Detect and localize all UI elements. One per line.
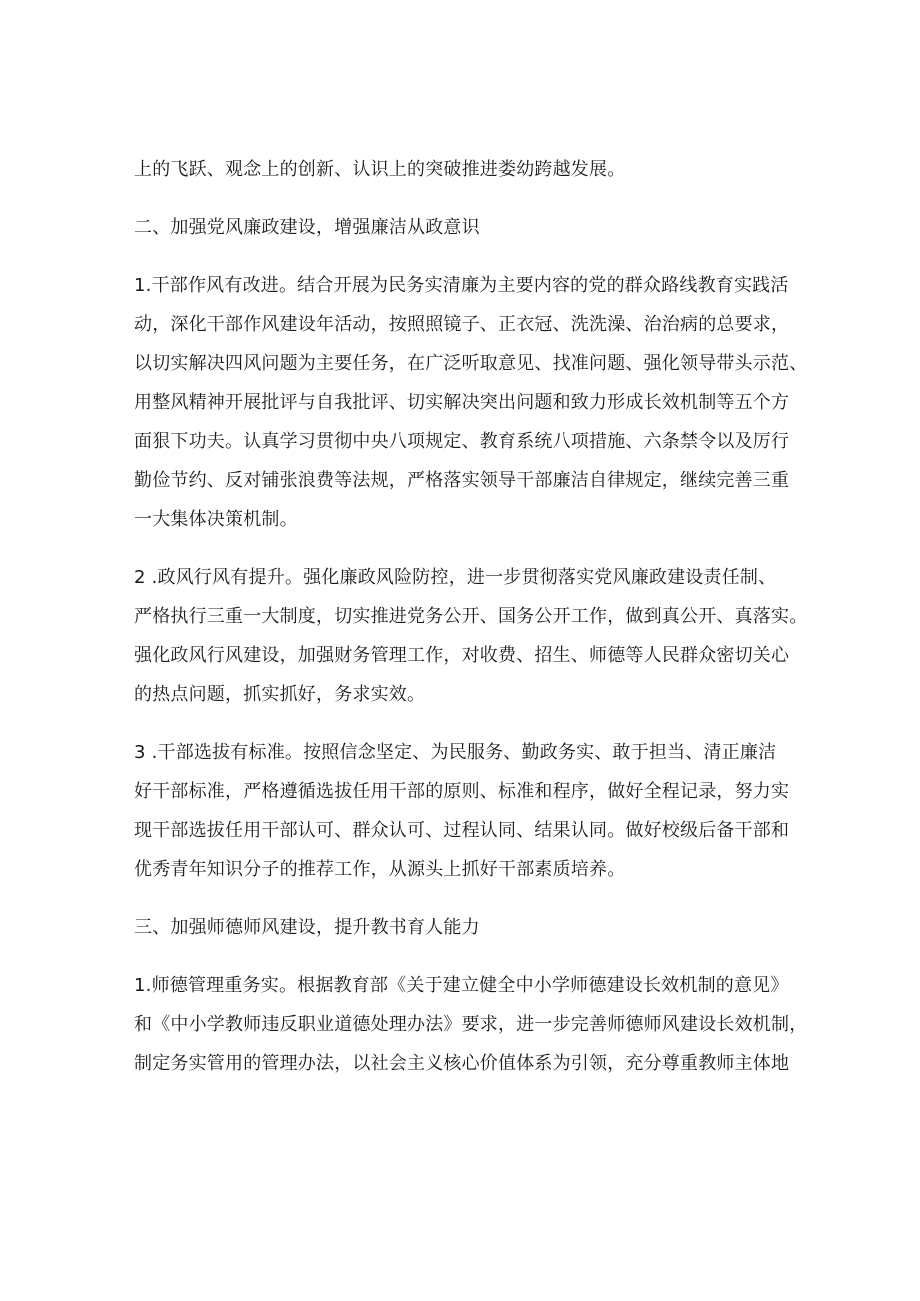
paragraph-line: 1.师德管理重务实。根据教育部《关于建立健全中小学师德建设长效机制的意见》 xyxy=(134,975,789,996)
paragraph-line: 现干部选拔任用干部认可、群众认可、过程认同、结果认同。做好校级后备干部和 xyxy=(134,820,790,841)
paragraph-line: 以切实解决四风问题为主要任务，在广泛听取意见、找准问题、强化领导带头示范、 xyxy=(134,353,808,374)
paragraph-line: 用整风精神开展批评与自我批评、切实解决突出问题和致力形成长效机制等五个方 xyxy=(134,392,790,413)
paragraph-line: 和《中小学教师违反职业道德处理办法》要求，进一步完善师德师风建设长效机制， xyxy=(134,1014,808,1035)
paragraph-line: 强化政风行风建设，加强财务管理工作，对收费、招生、师德等人民群众密切关心 xyxy=(134,645,790,666)
paragraph-line: 动，深化干部作风建设年活动，按照照镜子、正衣冠、洗洗澡、治治病的总要求， xyxy=(134,314,790,335)
paragraph-line: 制定务实管用的管理办法，以社会主义核心价值体系为引领，充分尊重教师主体地 xyxy=(134,1053,790,1074)
section-heading-2: 二、加强党风廉政建设，增强廉洁从政意识 xyxy=(134,217,480,238)
paragraph-line: 一大集体决策机制。 xyxy=(134,509,298,530)
paragraph-line: 1.干部作风有改进。结合开展为民务实清廉为主要内容的党的群众路线教育实践活 xyxy=(134,275,789,296)
paragraph-line: 3 .干部选拔有标准。按照信念坚定、为民服务、勤政务实、敢于担当、清正廉洁 xyxy=(134,742,777,763)
paragraph-line: 好干部标准，严格遵循选拔任用干部的原则、标准和程序，做好全程记录，努力实 xyxy=(134,781,790,802)
paragraph-line: 的热点问题，抓实抓好，务求实效。 xyxy=(134,684,426,705)
paragraph-line: 2 .政风行风有提升。强化廉政风险防控，进一步贯彻落实党风廉政建设责任制、 xyxy=(134,567,777,588)
paragraph-line: 严格执行三重一大制度，切实推进党务公开、国务公开工作，做到真公开、真落实。 xyxy=(134,606,808,627)
paragraph-line: 面狠下功夫。认真学习贯彻中央八项规定、教育系统八项措施、六条禁令以及厉行 xyxy=(134,431,790,452)
section-heading-3: 三、加强师德师风建设，提升教书育人能力 xyxy=(134,917,480,938)
paragraph-line: 勤俭节约、反对铺张浪费等法规，严格落实领导干部廉洁自律规定，继续完善三重 xyxy=(134,470,790,491)
paragraph-line: 上的飞跃、观念上的创新、认识上的突破推进娄幼跨越发展。 xyxy=(134,159,626,180)
paragraph-line: 优秀青年知识分子的推荐工作，从源头上抓好干部素质培养。 xyxy=(134,859,626,880)
